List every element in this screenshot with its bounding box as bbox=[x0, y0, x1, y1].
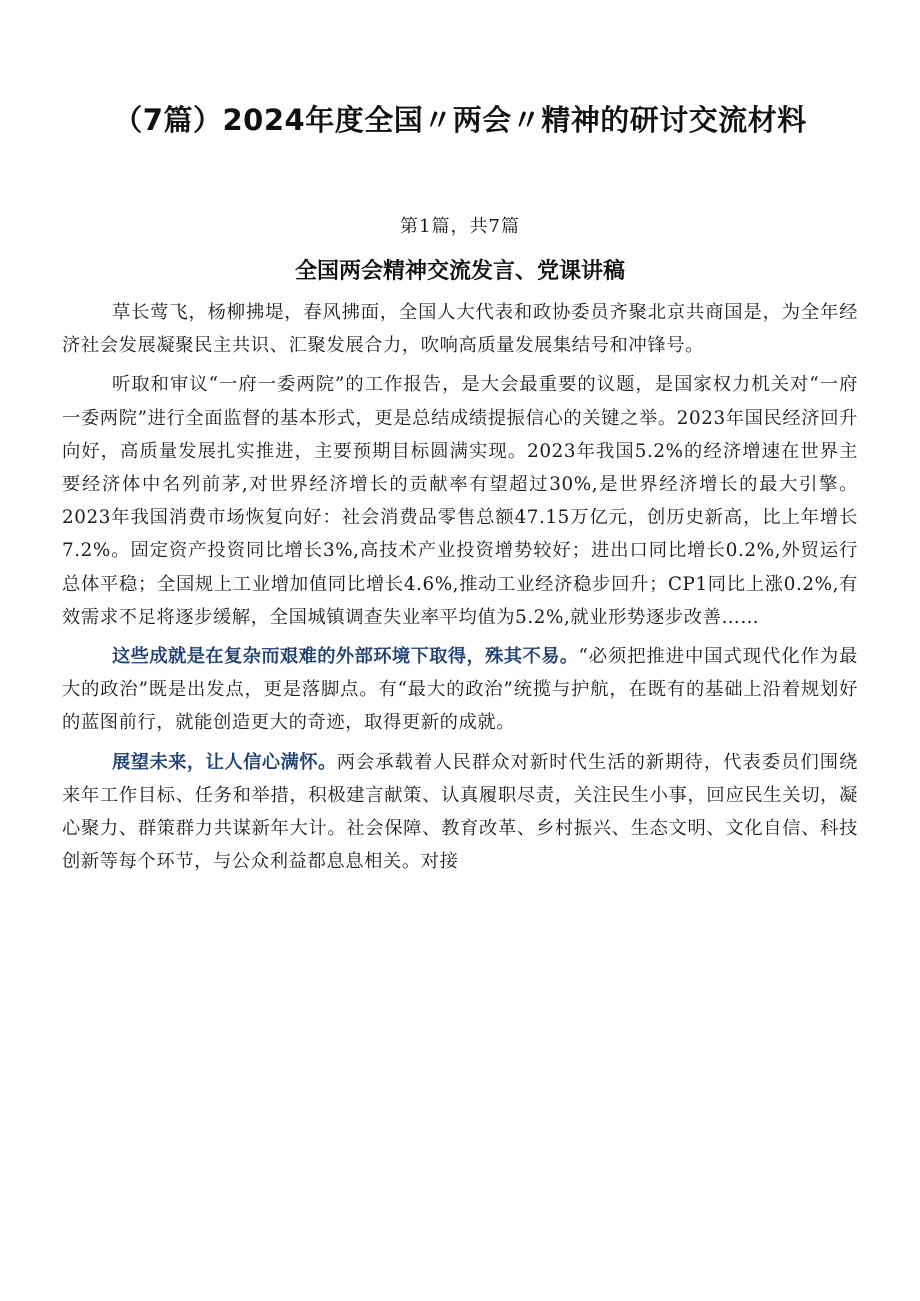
paragraph-text: “必须把推进中国式现代化作为最大的政治”既是出发点，更是落脚点。有“最大的政治”统揽与护航，在既有的基础上沿着规划好的蓝图前行，就能创造更大的奇迹，取得更新的成就。 bbox=[62, 646, 858, 734]
part-label: 第1篇，共7篇 bbox=[400, 216, 520, 237]
paragraph bbox=[62, 640, 858, 740]
section-title: 全国两会精神交流发言、党课讲稿 bbox=[294, 259, 625, 284]
paragraph-text: 两会承载着人民群众对新时代生活的新期待，代表委员们围绕来年工作目标、任务和举措，积极建言献策、认真履职尽责，关注民生小事，回应民生关切，凝心聚力、群策群力共谋新年大计。社会保障、教育改革、乡村振兴、生态文明、文化自信、科技创新等每个环节，与公众利益都息息相关。对接 bbox=[62, 751, 859, 873]
body-text bbox=[62, 296, 858, 884]
paragraph bbox=[62, 746, 858, 879]
paragraph-text: 听取和审议“一府一委两院”的工作报告，是大会最重要的议题，是国家权力机关对“一府一委两院”进行全面监督的基本形式，更是总结成绩提振信心的关键之举。2023年国民经济回升向好，高质量发展扎实推进，主要预期目标圆满实现。2023年我国5.2%的经济增速在世界主要经济体中名列前茅,对世界经济增长的贡献率有望超过30%,是世界经济增长的最大引擎。2023年我国消费市场恢复向好：社会消费品零售总额47.15万亿元，创历史新高，比上年增长7.2%。固定资产投资同比增长3%,高技术产业投资增势较好；进出口同比增长0.2%,外贸运行总体平稳；全国规上工业增加值同比增长4.6%,推动工业经济稳步回升；CP1同比上涨0.2%,有效需求不足将逐步缓解，全国城镇调查失业率平均值为5.2%,就业形势逐步改善…… bbox=[62, 374, 858, 628]
paragraph bbox=[62, 368, 858, 634]
document-title: （7篇）2024年度全国〃两会〃精神的研讨交流材料 bbox=[113, 103, 807, 137]
paragraph bbox=[62, 296, 858, 362]
paragraph-lead: 这些成就是在复杂而艰难的外部环境下取得，殊其不易。 bbox=[112, 646, 579, 668]
paragraph-lead: 展望未来，让人信心满怀。 bbox=[112, 751, 337, 773]
paragraph-text: 草长莺飞，杨柳拂堤，春风拂面，全国人大代表和政协委员齐聚北京共商国是，为全年经济社会发展凝聚民主共识、汇聚发展合力，吹响高质量发展集结号和冲锋号。 bbox=[62, 302, 858, 357]
